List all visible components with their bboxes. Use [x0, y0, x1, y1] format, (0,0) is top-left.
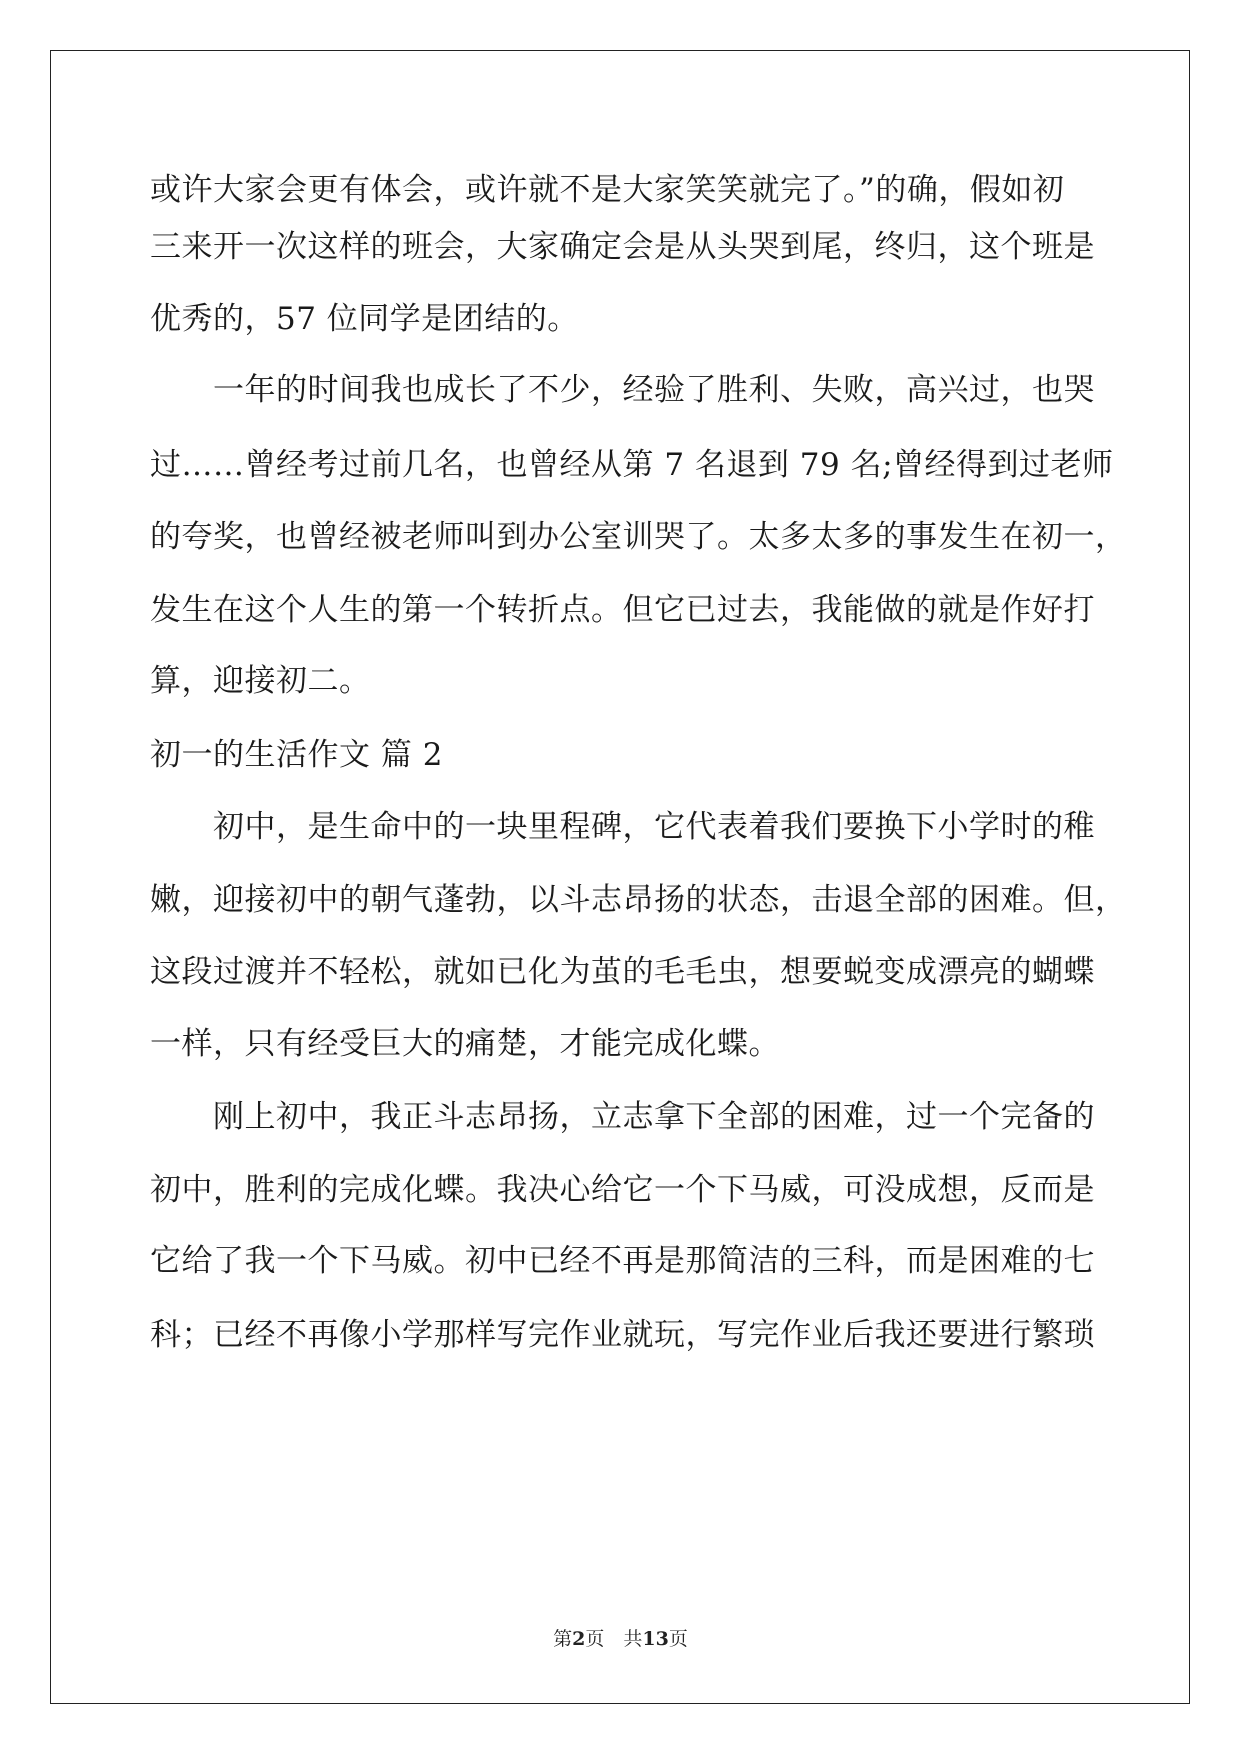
text-line: 初中，是生命中的一块里程碑，它代表着我们要换下小学时的稚 — [150, 809, 1095, 845]
text-line: 的夸奖，也曾经被老师叫到办公室训哭了。太多太多的事发生在初一， — [150, 519, 1127, 555]
text-line: 一年的时间我也成长了不少，经验了胜利、失败，高兴过，也哭 — [150, 372, 1095, 408]
section-heading: 初一的生活作文 篇 2 — [150, 737, 443, 773]
text-line: 刚上初中，我正斗志昂扬，立志拿下全部的困难，过一个完备的 — [150, 1099, 1095, 1135]
text-line: 这段过渡并不轻松，就如已化为茧的毛毛虫，想要蜕变成漂亮的蝴蝶 — [150, 954, 1095, 990]
text-line: 算，迎接初二。 — [150, 663, 371, 699]
footer-mid: 页 共 — [585, 1628, 643, 1650]
footer-prefix: 第 — [553, 1628, 573, 1650]
text-line: 三来开一次这样的班会，大家确定会是从头哭到尾，终归，这个班是 — [150, 229, 1095, 265]
text-line: 过……曾经考过前几名，也曾经从第 7 名退到 79 名;曾经得到过老师 — [150, 447, 1114, 483]
text-line: 它给了我一个下马威。初中已经不再是那简洁的三科，而是困难的七 — [150, 1243, 1095, 1279]
text-line: 或许大家会更有体会，或许就不是大家笑笑就完了。”的确，假如初 — [150, 172, 1065, 208]
text-line: 嫩，迎接初中的朝气蓬勃，以斗志昂扬的状态，击退全部的困难。但， — [150, 882, 1127, 918]
total-page-count: 13 — [642, 1628, 669, 1650]
text-line: 一样，只有经受巨大的痛楚，才能完成化蝶。 — [150, 1026, 780, 1062]
page-footer — [0, 1627, 1241, 1651]
text-line: 初中，胜利的完成化蝶。我决心给它一个下马威，可没成想，反而是 — [150, 1172, 1095, 1208]
current-page-number: 2 — [572, 1628, 586, 1650]
text-line: 优秀的，57 位同学是团结的。 — [150, 301, 579, 337]
text-line: 发生在这个人生的第一个转折点。但它已过去，我能做的就是作好打 — [150, 592, 1095, 628]
footer-suffix: 页 — [668, 1628, 688, 1650]
text-line: 科；已经不再像小学那样写完作业就玩，写完作业后我还要进行繁琐 — [150, 1317, 1095, 1353]
